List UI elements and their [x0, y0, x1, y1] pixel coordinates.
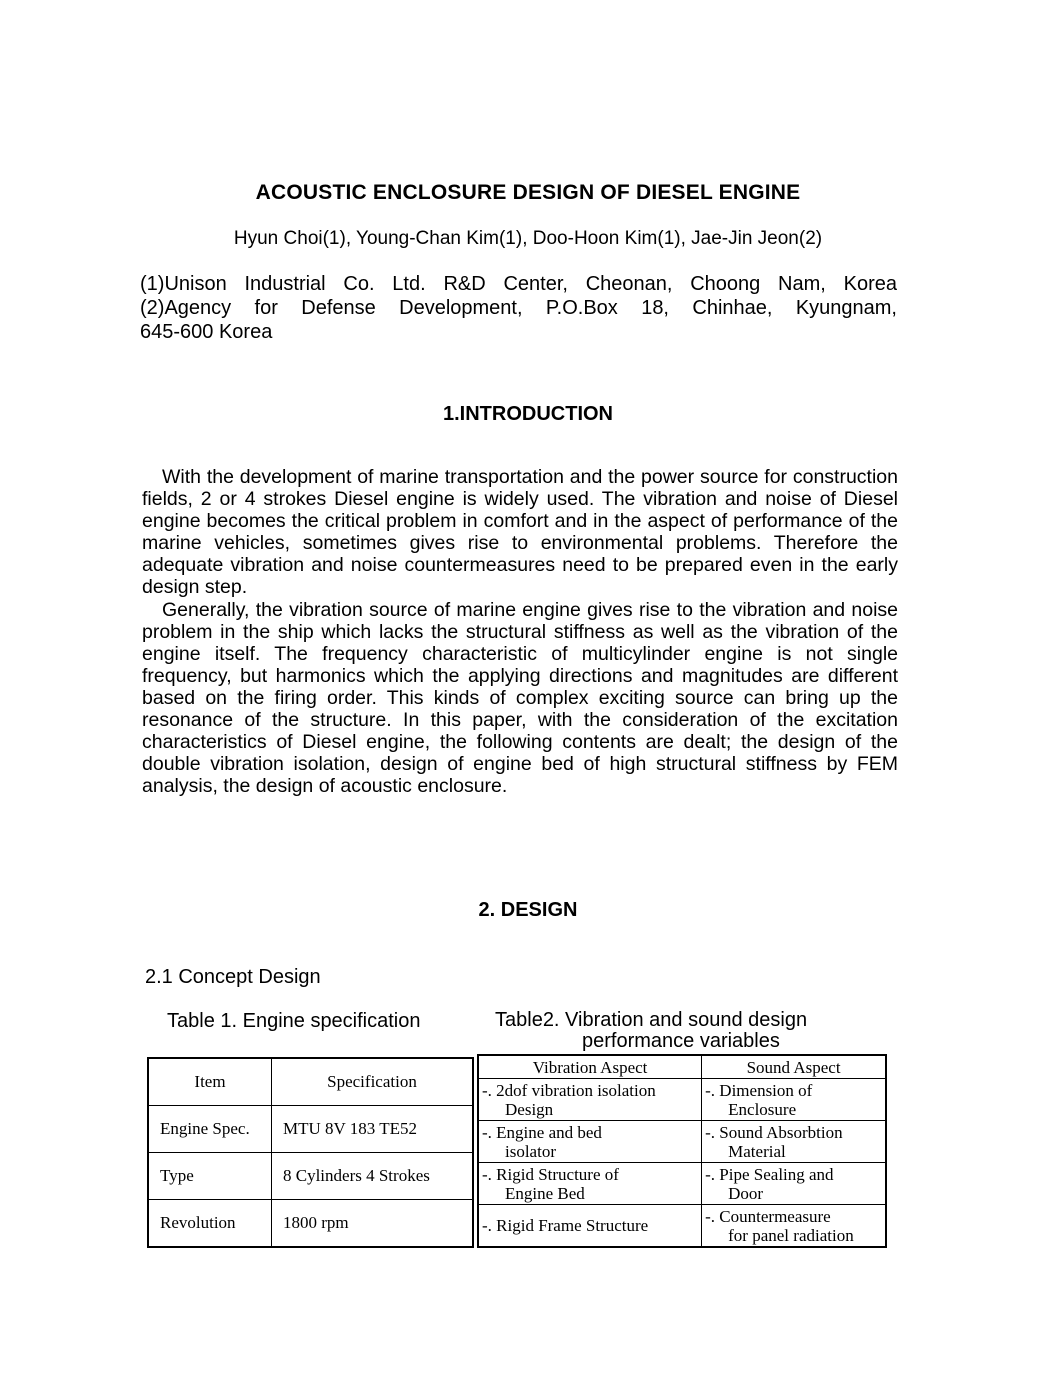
cell-line: -. Sound Absorbtion — [705, 1122, 843, 1142]
table-cell: Engine Spec. — [148, 1106, 272, 1153]
affiliation-2-cont: 645-600 Korea — [140, 321, 273, 343]
table-header-cell: Sound Aspect — [702, 1055, 886, 1079]
table2-caption: Table2. Vibration and sound design — [495, 1009, 808, 1031]
table-header-row — [478, 1055, 886, 1079]
table-header-row — [148, 1058, 473, 1106]
design-variables-table — [477, 1054, 887, 1248]
table-cell — [702, 1121, 886, 1163]
cell-line: -. Dimension of — [705, 1080, 813, 1100]
table-cell: Revolution — [148, 1200, 272, 1248]
table-header-cell: Item — [148, 1058, 272, 1106]
paper-title: ACOUSTIC ENCLOSURE DESIGN OF DIESEL ENGINE — [255, 181, 801, 204]
introduction-body — [142, 466, 898, 797]
cell-line: Enclosure — [728, 1099, 797, 1119]
table-cell — [702, 1205, 886, 1248]
table-row — [478, 1163, 886, 1205]
table-cell — [478, 1079, 702, 1121]
table-cell: 1800 rpm — [272, 1200, 474, 1248]
author-list: Hyun Choi(1), Young-Chan Kim(1), Doo-Hoon Kim(1), Jae-Jin Jeon(2) — [233, 228, 823, 249]
cell-line: for panel radiation — [728, 1225, 854, 1245]
table-header-cell: Specification — [272, 1058, 474, 1106]
table-row — [148, 1153, 473, 1200]
table-cell — [478, 1163, 702, 1205]
cell-line: -. Rigid Frame Structure — [482, 1216, 649, 1235]
table-cell: MTU 8V 183 TE52 — [272, 1106, 474, 1153]
engine-specification-table — [147, 1057, 474, 1248]
cell-line: -. Pipe Sealing and — [705, 1164, 834, 1184]
table-row — [148, 1106, 473, 1153]
table-row — [478, 1079, 886, 1121]
cell-line: Engine Bed — [505, 1183, 585, 1203]
table-header-cell: Vibration Aspect — [478, 1055, 702, 1079]
table2-caption-cont: performance variables — [582, 1030, 780, 1052]
introduction-paragraph-2: Generally, the vibration source of marine engine gives rise to the vibration and noise problem in the ship which lacks the structural stiffness as well as the vibration of the engine itself. The frequency characteristic of multicylinder engine is not single frequency, but harmonics which the applying directions and magnitudes are different based on the firing order. This kinds of complex exciting source can bring up the resonance of the structure. In this paper, with the consideration of the excitation characteristics of Diesel engine, the following contents are dealt; the design of the double vibration isolation, design of engine bed of high structural stiffness by FEM analysis, the design of acoustic enclosure. — [142, 598, 898, 798]
table-cell — [478, 1205, 702, 1248]
cell-line: -. Engine and bed — [482, 1122, 602, 1142]
table-row — [478, 1205, 886, 1248]
table-cell: Type — [148, 1153, 272, 1200]
subsection-heading-concept-design: 2.1 Concept Design — [145, 966, 321, 988]
cell-line: Design — [505, 1099, 554, 1119]
table1-caption: Table 1. Engine specification — [167, 1010, 421, 1032]
cell-line: Door — [728, 1183, 764, 1203]
cell-line: -. Countermeasure — [705, 1206, 831, 1226]
table-cell — [478, 1121, 702, 1163]
introduction-paragraph-1: With the development of marine transportation and the power source for construction fields, 2 or 4 strokes Diesel engine is widely used. The vibration and noise of Diesel engine becomes the critical problem in comfort and in the aspect of performance of the marine vehicles, sometimes gives rise to environmental problems. Therefore the adequate vibration and noise countermeasures need to be prepared even in the early design step. — [142, 466, 898, 599]
cell-line: Material — [728, 1141, 786, 1161]
affiliation-2: (2)Agency for Defense Development, P.O.Box 18, Chinhae, Kyungnam, — [140, 297, 897, 319]
section-heading-introduction: 1.INTRODUCTION — [443, 403, 613, 425]
affiliation-1: (1)Unison Industrial Co. Ltd. R&D Center, Cheonan, Choong Nam, Korea — [140, 273, 897, 295]
cell-line: -. Rigid Structure of — [482, 1164, 619, 1184]
cell-line: -. 2dof vibration isolation — [482, 1080, 656, 1100]
table-cell: 8 Cylinders 4 Strokes — [272, 1153, 474, 1200]
section-heading-design: 2. DESIGN — [478, 899, 578, 921]
table-cell — [702, 1079, 886, 1121]
table-row — [478, 1121, 886, 1163]
table-row — [148, 1200, 473, 1248]
table-cell — [702, 1163, 886, 1205]
cell-line: isolator — [505, 1141, 556, 1161]
